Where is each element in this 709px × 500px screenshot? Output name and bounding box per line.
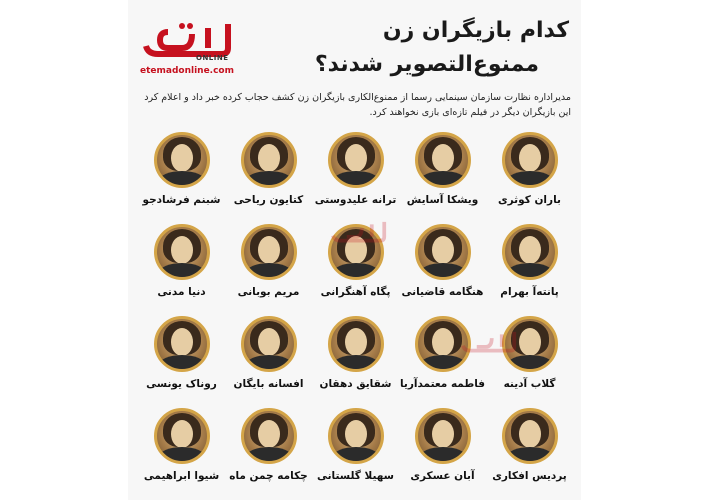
infographic-card	[128, 0, 581, 500]
actress-name: شبنم فرشادجو	[142, 194, 221, 206]
actress-card	[138, 408, 225, 496]
actress-photo	[502, 132, 558, 188]
actress-photo	[241, 408, 297, 464]
logo-website: etemadonline.com	[140, 66, 234, 76]
actress-card	[138, 224, 225, 312]
actress-card	[399, 132, 486, 220]
actress-card	[225, 408, 312, 496]
actress-name: پانته‌آ بهرام	[500, 286, 559, 298]
watermark-icon	[458, 322, 518, 358]
actress-photo	[241, 224, 297, 280]
actress-name: سهیلا گلستانی	[316, 470, 395, 482]
actress-name: فاطمه معتمدآریا	[399, 378, 486, 390]
actress-photo	[415, 224, 471, 280]
actress-card	[399, 224, 486, 312]
actress-card	[138, 316, 225, 404]
actress-name: پردیس افکاری	[492, 470, 567, 482]
actress-name: باران کوثری	[498, 194, 561, 206]
actress-name: گلاب آدینه	[503, 378, 556, 390]
actress-photo	[328, 408, 384, 464]
actress-name: آبان عسکری	[410, 470, 475, 482]
page-title	[269, 14, 569, 82]
actress-name: افسانه بایگان	[233, 378, 304, 390]
actress-photo	[328, 316, 384, 372]
actress-card	[486, 132, 573, 220]
actress-grid	[138, 132, 573, 500]
actress-photo	[328, 132, 384, 188]
actress-card	[225, 224, 312, 312]
actress-card	[312, 132, 399, 220]
actress-photo	[502, 408, 558, 464]
title-line-2: ممنوع‌التصویر شدند؟	[314, 52, 539, 77]
actress-name: دنیا مدنی	[157, 286, 206, 298]
logo-online-text: ONLINE	[196, 54, 229, 62]
actress-name: کتایون ریاحی	[233, 194, 304, 206]
actress-name: هنگامه قاضیانی	[401, 286, 484, 298]
actress-photo	[241, 316, 297, 372]
actress-card	[312, 316, 399, 404]
actress-card	[225, 132, 312, 220]
title-line-1: کدام بازیگران زن	[382, 18, 569, 43]
actress-photo	[415, 132, 471, 188]
actress-name: ویشکا آسایش	[406, 194, 479, 206]
actress-card	[225, 316, 312, 404]
actress-card	[399, 408, 486, 496]
watermark-icon	[328, 212, 388, 248]
actress-photo	[154, 224, 210, 280]
actress-name: پگاه آهنگرانی	[320, 286, 391, 298]
actress-photo	[154, 316, 210, 372]
actress-name: ترانه علیدوستی	[314, 194, 397, 206]
actress-card	[138, 132, 225, 220]
actress-name: شیوا ابراهیمی	[143, 470, 220, 482]
actress-card	[312, 408, 399, 496]
etemad-online-logo	[138, 14, 234, 82]
actress-name: چکامه چمن ماه	[229, 470, 308, 482]
actress-photo	[415, 408, 471, 464]
actress-photo	[154, 408, 210, 464]
actress-card	[486, 224, 573, 312]
actress-card	[486, 408, 573, 496]
actress-photo	[241, 132, 297, 188]
actress-name: شقایق دهقان	[319, 378, 392, 390]
actress-name: روناک یونسی	[146, 378, 217, 390]
actress-name: مریم بوبانی	[237, 286, 300, 298]
intro-text: مدیراداره نظارت سازمان سینمایی رسما از ممنوع‌الکاری بازیگران زن کشف حجاب کرده خبر داد و اعلام کرد این بازیگران دیگر در فیلم تازه‌ای بازی نخواهند کرد.	[144, 92, 571, 118]
actress-photo	[502, 224, 558, 280]
actress-photo	[154, 132, 210, 188]
